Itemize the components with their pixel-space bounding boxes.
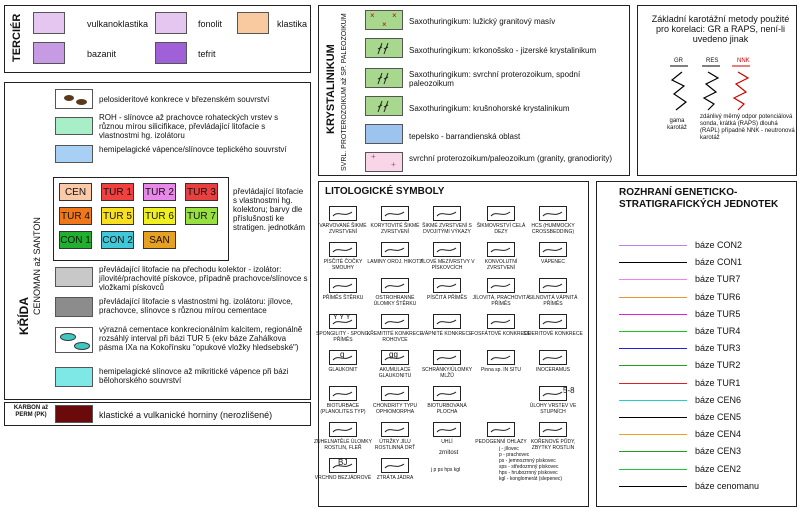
lithology-label-2-4: SILNOVITÁ VÁPNITÁ PŘÍMĚS bbox=[528, 295, 578, 307]
lithology-label-1-2: JÍLOVÉ MEZIVRSTVY V PÍSKOVCÍCH bbox=[419, 259, 475, 271]
col2-head: RES bbox=[706, 58, 719, 64]
krida-label-0: pelosideritové konkrece v březenském souvrství bbox=[99, 95, 270, 104]
belohorske-swatch bbox=[55, 367, 93, 387]
teplicke-swatch bbox=[55, 145, 93, 163]
lithology-label-6-2: UHLÍ bbox=[441, 439, 453, 445]
boundary-label-2: báze TUR7 bbox=[695, 274, 741, 285]
lithology-symbol-6-4 bbox=[539, 422, 567, 437]
spongility-symbol-text: Y Y Y bbox=[333, 314, 351, 321]
lithology-label-0-1: KORYTOVITÉ ŠIKMÉ ZVRSTVENÍ bbox=[370, 223, 420, 235]
lithology-symbol-0-1 bbox=[381, 206, 409, 221]
boundary-label-10: báze CEN5 bbox=[695, 412, 742, 422]
boundary-line-11 bbox=[619, 434, 687, 435]
lithology-label-0-3: ŠIKMOVRSTVÍ CELÁ DEZY bbox=[476, 223, 526, 235]
grid-cell-tur5: TUR 5 bbox=[101, 207, 134, 225]
kryst-label-5: svrchní proterozoikum/paleozoikum (granity, granodiority) bbox=[409, 154, 613, 163]
krida-label-5: výrazná cementace konkrecionálním kalcitem, regionálně rozsáhlý interval při bázi TUR 5 (ekv báze Zahálkova pásma IXa na Kokořínsku "opukové vložky hledsebské") bbox=[99, 325, 303, 352]
lithology-label-4-4: INOCERAMUS bbox=[536, 367, 570, 373]
lithology-label-0-0: VARVOVANÉ ŠIKMÉ ZVRSTVENÍ bbox=[319, 223, 367, 235]
boundary-label-12: báze CEN3 bbox=[695, 446, 742, 457]
karbon-title: KARBON až PERM (PK) bbox=[13, 405, 49, 418]
boundary-label-9: báze CEN6 bbox=[695, 394, 742, 405]
krida-label-2: hemipelagické vápence/slínovce teplického souvrství bbox=[99, 145, 287, 154]
kryst-swatch-3 bbox=[365, 96, 403, 116]
lithology-label-7-1: ZTRÁTA JÁDRA bbox=[376, 475, 414, 481]
kryst-label-0: Saxothuringikum: lužický granitový masív bbox=[409, 17, 556, 26]
lithology-label-0-4: HCS (HUMMOCKY CROSSBEDDING) bbox=[531, 223, 575, 235]
boundary-label-11: báze CEN4 bbox=[695, 429, 742, 440]
boundary-line-9 bbox=[619, 400, 687, 401]
boundary-label-1: báze CON1 bbox=[695, 257, 743, 268]
lithology-label-6-3: PEDOGENNÍ OHLAZY bbox=[475, 439, 527, 445]
boundary-label-6: báze TUR3 bbox=[695, 343, 741, 354]
cross-icon: × bbox=[370, 11, 375, 20]
lithology-label-2-0: PŘÍMĚS ŠTĚRKU bbox=[322, 295, 364, 301]
boundary-line-3 bbox=[619, 297, 687, 298]
krida-title: KŘÍDA bbox=[17, 297, 31, 335]
lithology-symbol-0-2 bbox=[433, 206, 461, 221]
lithology-symbol-6-3 bbox=[487, 422, 515, 437]
schist-icon bbox=[366, 69, 402, 87]
lithology-label-4-0: GLAUKONIT bbox=[328, 367, 358, 373]
plus-icon: + bbox=[391, 160, 396, 169]
lithology-symbol-1-4 bbox=[539, 242, 567, 257]
lithology-label-5-4: ÚLOHY VRSTEV VE STUPNÍCH bbox=[529, 403, 577, 415]
grid-cell-tur6: TUR 6 bbox=[143, 207, 176, 225]
lithology-label-1-0: PÍSČITÉ ČOČKY SMOUHY bbox=[323, 259, 363, 271]
krystalinikum-subtitle: SVRL. PROTEROZOIKUM až SP. PALEOZOIKUM bbox=[341, 13, 348, 171]
kryst-swatch-1 bbox=[365, 38, 403, 58]
lithology-label-1-1: LAMINY OROJ. HIKOTY bbox=[367, 259, 423, 265]
lithology-symbol-1-2 bbox=[433, 242, 461, 257]
rozhrani-title: ROZHRANÍ GENETICKO-STRATIGRAFICKÝCH JEDNOTEK bbox=[619, 187, 779, 210]
tercier-label-2: klastika bbox=[277, 19, 308, 29]
zrnitost-legend-line: j - jílovec bbox=[499, 446, 519, 452]
zrnitost-legend-line: p - prachovec bbox=[499, 452, 530, 458]
boundary-line-7 bbox=[619, 365, 687, 366]
lithology-label-3-1: KŘEMITITÉ KONKRECE ROHOVCE bbox=[366, 331, 424, 343]
lithology-symbol-7-1 bbox=[381, 458, 409, 473]
grid-cell-san: SAN bbox=[143, 231, 176, 249]
plus-icon: + bbox=[371, 152, 376, 161]
boundary-line-5 bbox=[619, 331, 687, 332]
tercier-swatch-3 bbox=[33, 42, 65, 64]
log-curves-icon bbox=[652, 64, 772, 114]
kryst-swatch-0 bbox=[365, 10, 403, 30]
lithology-label-5-2: BIOTURBOVANÁ PLOCHA bbox=[427, 403, 467, 415]
kryst-label-2: Saxothuringikum: svrchní proterozoikum, spodní paleozoikum bbox=[409, 70, 581, 88]
zrnitost-legend-line: ps - jemnozrnný pískovec bbox=[499, 458, 556, 464]
cross-icon: × bbox=[392, 11, 397, 20]
karotaz-description: Základní karotážní metody použité pro korelaci: GR a RAPS, není-li uvedeno jinak bbox=[651, 14, 790, 44]
lithology-symbol-4-2 bbox=[433, 350, 461, 365]
pelosiderite-ellipse-icon bbox=[64, 95, 74, 101]
lithology-label-6-1: ÚTRŽKY JÍLU ROSTLINNÁ DRŤ bbox=[374, 439, 416, 451]
lithology-symbol-2-0 bbox=[329, 278, 357, 293]
lithology-symbol-1-3 bbox=[487, 242, 515, 257]
lithology-symbol-6-1 bbox=[381, 422, 409, 437]
grid-cell-tur7: TUR 7 bbox=[185, 207, 218, 225]
boundary-line-4 bbox=[619, 314, 687, 315]
cementace-ellipse-icon bbox=[74, 342, 90, 350]
tercier-label-4: tefrit bbox=[198, 49, 216, 59]
lithology-label-3-0: SPONGILITY - SPONG. PŘÍMĚS bbox=[316, 331, 370, 343]
lithology-symbol-0-0 bbox=[329, 206, 357, 221]
lithology-label-4-2: SCHRÁNKY/ÚLOMKY MLŽŮ bbox=[421, 367, 473, 379]
lithology-symbol-2-2 bbox=[433, 278, 461, 293]
akumulace-symbol-text: gg bbox=[389, 350, 398, 359]
zrnitost-axis: j p ps hps kgl bbox=[431, 467, 461, 473]
karbon-panel bbox=[4, 402, 311, 426]
lithology-label-6-0: ZUHELNATĚLÉ ÚLOMKY ROSTLIN, FLEŘ bbox=[314, 439, 372, 451]
resistivity-label: zdánlivý měrný odpor potenciálová sonda, krátká (RAPS) dlouhá (RAPL) případně NNK - neutronová karotáž bbox=[700, 114, 795, 141]
gamma-label: gama karotáž bbox=[667, 118, 687, 131]
lithology-symbol-2-3 bbox=[487, 278, 515, 293]
lithology-symbol-3-4 bbox=[539, 314, 567, 329]
tercier-label-1: fonolit bbox=[198, 19, 223, 29]
grid-cell-con2: CON 2 bbox=[101, 231, 134, 249]
boundary-line-10 bbox=[619, 417, 687, 418]
boundary-label-3: báze TUR6 bbox=[695, 291, 741, 302]
lithology-symbol-3-3 bbox=[487, 314, 515, 329]
krida-panel bbox=[4, 82, 311, 400]
litologicke-title: LITOLOGICKÉ SYMBOLY bbox=[325, 186, 445, 197]
boundary-label-14: báze cenomanu bbox=[695, 480, 760, 491]
boundary-line-0 bbox=[619, 245, 687, 246]
zrnitost-legend-line: hps - hrubozrnný pískovec bbox=[499, 470, 558, 476]
lithology-label-3-3: FOSFÁTOVÉ KONKRECE bbox=[471, 331, 531, 337]
lithology-label-4-3: Pinna sp. IN SITU bbox=[480, 367, 521, 373]
prechod-swatch bbox=[55, 267, 93, 287]
krida-label-3: převládající litofacie na přechodu kolektor - izolátor: jílovité/prachovité pískovce, případně prachovce/slínovce s vložkami pískovců bbox=[99, 265, 308, 292]
cross-icon: × bbox=[382, 20, 387, 29]
pelosiderite-ellipse-icon bbox=[76, 99, 87, 105]
col1-head: GR bbox=[674, 58, 683, 64]
zrnitost-label: zrnitost bbox=[439, 450, 459, 456]
lithology-symbol-2-1 bbox=[381, 278, 409, 293]
glaukonit-symbol-text: g bbox=[340, 350, 345, 359]
kryst-swatch-5 bbox=[365, 152, 403, 172]
lithology-label-5-0: BIOTURBACE (PLANOLITES TYP) bbox=[320, 403, 366, 415]
lithology-symbol-1-1 bbox=[381, 242, 409, 257]
pelosiderite-swatch bbox=[55, 89, 93, 109]
izolator-swatch bbox=[55, 297, 93, 317]
grid-cell-tur2: TUR 2 bbox=[143, 183, 176, 201]
lithology-symbol-1-0 bbox=[329, 242, 357, 257]
grid-description: převládající litofacie s vlastnostmi hg. kolektoru; barvy dle příslušnosti ke stratigen. jednotkám bbox=[233, 187, 306, 232]
lithology-label-3-4: SIDERITOVÉ KONKRECE bbox=[523, 331, 583, 337]
rozhrani-panel bbox=[596, 181, 797, 507]
kryst-label-4: tepelsko - barrandienská oblast bbox=[409, 132, 521, 141]
boundary-line-1 bbox=[619, 262, 687, 263]
tercier-swatch-4 bbox=[155, 42, 187, 64]
boundary-line-12 bbox=[619, 451, 687, 452]
krida-label-4: převládající litofacie s vlastnostmi hg. izolátoru: jílovce, prachovce, slínovce s různou mírou cementace bbox=[99, 297, 293, 315]
lithology-label-2-1: OSTROHRANNÉ ÚLOMKY ŠTĚRKU bbox=[373, 295, 417, 307]
krida-label-6: hemipelagické slínovce až mikritické vápence při bázi bělohorského souvrství bbox=[99, 367, 289, 385]
bezjadrove-symbol-text: BJ bbox=[338, 458, 348, 467]
boundary-label-4: báze TUR5 bbox=[695, 308, 741, 319]
lithology-label-2-3: JÍLOVITÁ, PRACHOVITÁ PŘÍMĚS bbox=[472, 295, 530, 307]
boundary-label-13: báze CEN2 bbox=[695, 463, 742, 474]
boundary-line-8 bbox=[619, 383, 687, 384]
lithology-label-7-0: VRCHNO BEZJÁDROVÉ bbox=[314, 475, 372, 481]
lithology-label-1-3: KONVOLUTNÍ ZVRSTVENÍ bbox=[484, 259, 518, 271]
tercier-swatch-1 bbox=[155, 12, 187, 34]
lithology-label-2-2: PÍSČITÁ PŘÍMĚS bbox=[426, 295, 467, 301]
boundary-line-2 bbox=[619, 279, 687, 280]
boundary-line-6 bbox=[619, 348, 687, 349]
lithology-symbol-5-1 bbox=[381, 386, 409, 401]
lithology-symbol-3-2 bbox=[433, 314, 461, 329]
lithology-label-5-1: CHONDRITY TYPU OPHIOMORPHA bbox=[372, 403, 418, 415]
boundary-label-5: báze TUR4 bbox=[695, 326, 741, 336]
symbol-grid bbox=[314, 182, 590, 508]
tercier-swatch-0 bbox=[33, 12, 65, 34]
cementace-swatch bbox=[55, 327, 93, 353]
krystalinikum-title: KRYSTALINIKUM bbox=[325, 44, 337, 134]
lithology-symbol-0-4 bbox=[539, 206, 567, 221]
cementace-ellipse-icon bbox=[60, 333, 76, 341]
boundary-label-7: báze TUR2 bbox=[695, 360, 741, 371]
stupne-symbol-text: 5-8 bbox=[563, 386, 575, 395]
krida-subtitle: CENOMAN až SANTON bbox=[32, 217, 42, 315]
tercier-panel bbox=[4, 5, 311, 73]
zrnitost-legend-line: kgl - konglomerát (slepenec) bbox=[499, 476, 563, 482]
karbon-swatch bbox=[55, 405, 93, 423]
zrnitost-legend bbox=[499, 446, 587, 482]
lithology-symbol-4-4 bbox=[539, 350, 567, 365]
lithology-symbol-6-0 bbox=[329, 422, 357, 437]
grid-cell-con1: CON 1 bbox=[59, 231, 92, 249]
lithology-symbol-3-1 bbox=[381, 314, 409, 329]
tercier-swatch-2 bbox=[237, 12, 269, 34]
lithology-symbol-0-3 bbox=[487, 206, 515, 221]
krida-label-1: ROH - slínovce až prachovce rohateckých vrstev s různou mírou silicifikace, převládající litofacie s vlastnostmi hg. izolátoru bbox=[99, 113, 279, 140]
boundary-line-13 bbox=[619, 469, 687, 470]
lithology-symbol-6-2 bbox=[433, 422, 461, 437]
lithology-symbol-2-4 bbox=[539, 278, 567, 293]
grid-cell-tur3: TUR 3 bbox=[185, 183, 218, 201]
krystalinikum-panel bbox=[318, 5, 630, 176]
lithology-label-1-4: VÁPENEC bbox=[541, 259, 565, 265]
grid-cell-tur4: TUR 4 bbox=[59, 207, 92, 225]
grid-cell-cen: CEN bbox=[59, 183, 92, 201]
tercier-title: TERCIÉR bbox=[11, 13, 23, 62]
schist-icon bbox=[366, 39, 402, 57]
lithology-label-6-4: KOŘENOVÉ PŮDY, ZBYTKY ROSTLIN bbox=[530, 439, 576, 451]
boundary-label-8: báze TUR1 bbox=[695, 377, 741, 388]
karbon-label: klastické a vulkanické horniny (nerozlišené) bbox=[99, 410, 273, 420]
lithology-symbol-5-2 bbox=[433, 386, 461, 401]
karotaz-panel bbox=[637, 5, 797, 176]
tercier-label-3: bazanit bbox=[87, 49, 117, 59]
kryst-label-1: Saxothuringikum: krkonošsko - jizerské krystalinikum bbox=[409, 46, 597, 55]
tercier-label-0: vulkanoklastika bbox=[87, 19, 149, 29]
lithology-symbol-5-0 bbox=[329, 386, 357, 401]
litologicke-panel bbox=[314, 181, 589, 507]
zrnitost-legend-line: sps - středozrnný pískovec bbox=[499, 464, 559, 470]
schist-icon bbox=[366, 97, 402, 115]
grid-cell-tur1: TUR 1 bbox=[101, 183, 134, 201]
lithology-symbol-4-3 bbox=[487, 350, 515, 365]
col3-head: NNK bbox=[737, 58, 750, 64]
boundary-line-14 bbox=[619, 486, 687, 487]
boundary-lines bbox=[597, 182, 798, 508]
kryst-label-3: Saxothuringikum: krušnohorské krystalinikum bbox=[409, 104, 570, 113]
lithology-label-0-2: ŠIKMÉ ZVRSTVENÍ S DVOJITÝMI VÝKAZY bbox=[422, 223, 472, 235]
lithology-label-4-1: AKUMULACE GLAUKONITU bbox=[378, 367, 412, 379]
kryst-swatch-4 bbox=[365, 124, 403, 144]
kryst-swatch-2 bbox=[365, 68, 403, 88]
lithology-label-3-2: VÁPNITÉ KONKRECE bbox=[421, 331, 473, 337]
roh-swatch bbox=[55, 117, 93, 135]
boundary-label-0: báze CON2 bbox=[695, 240, 743, 250]
